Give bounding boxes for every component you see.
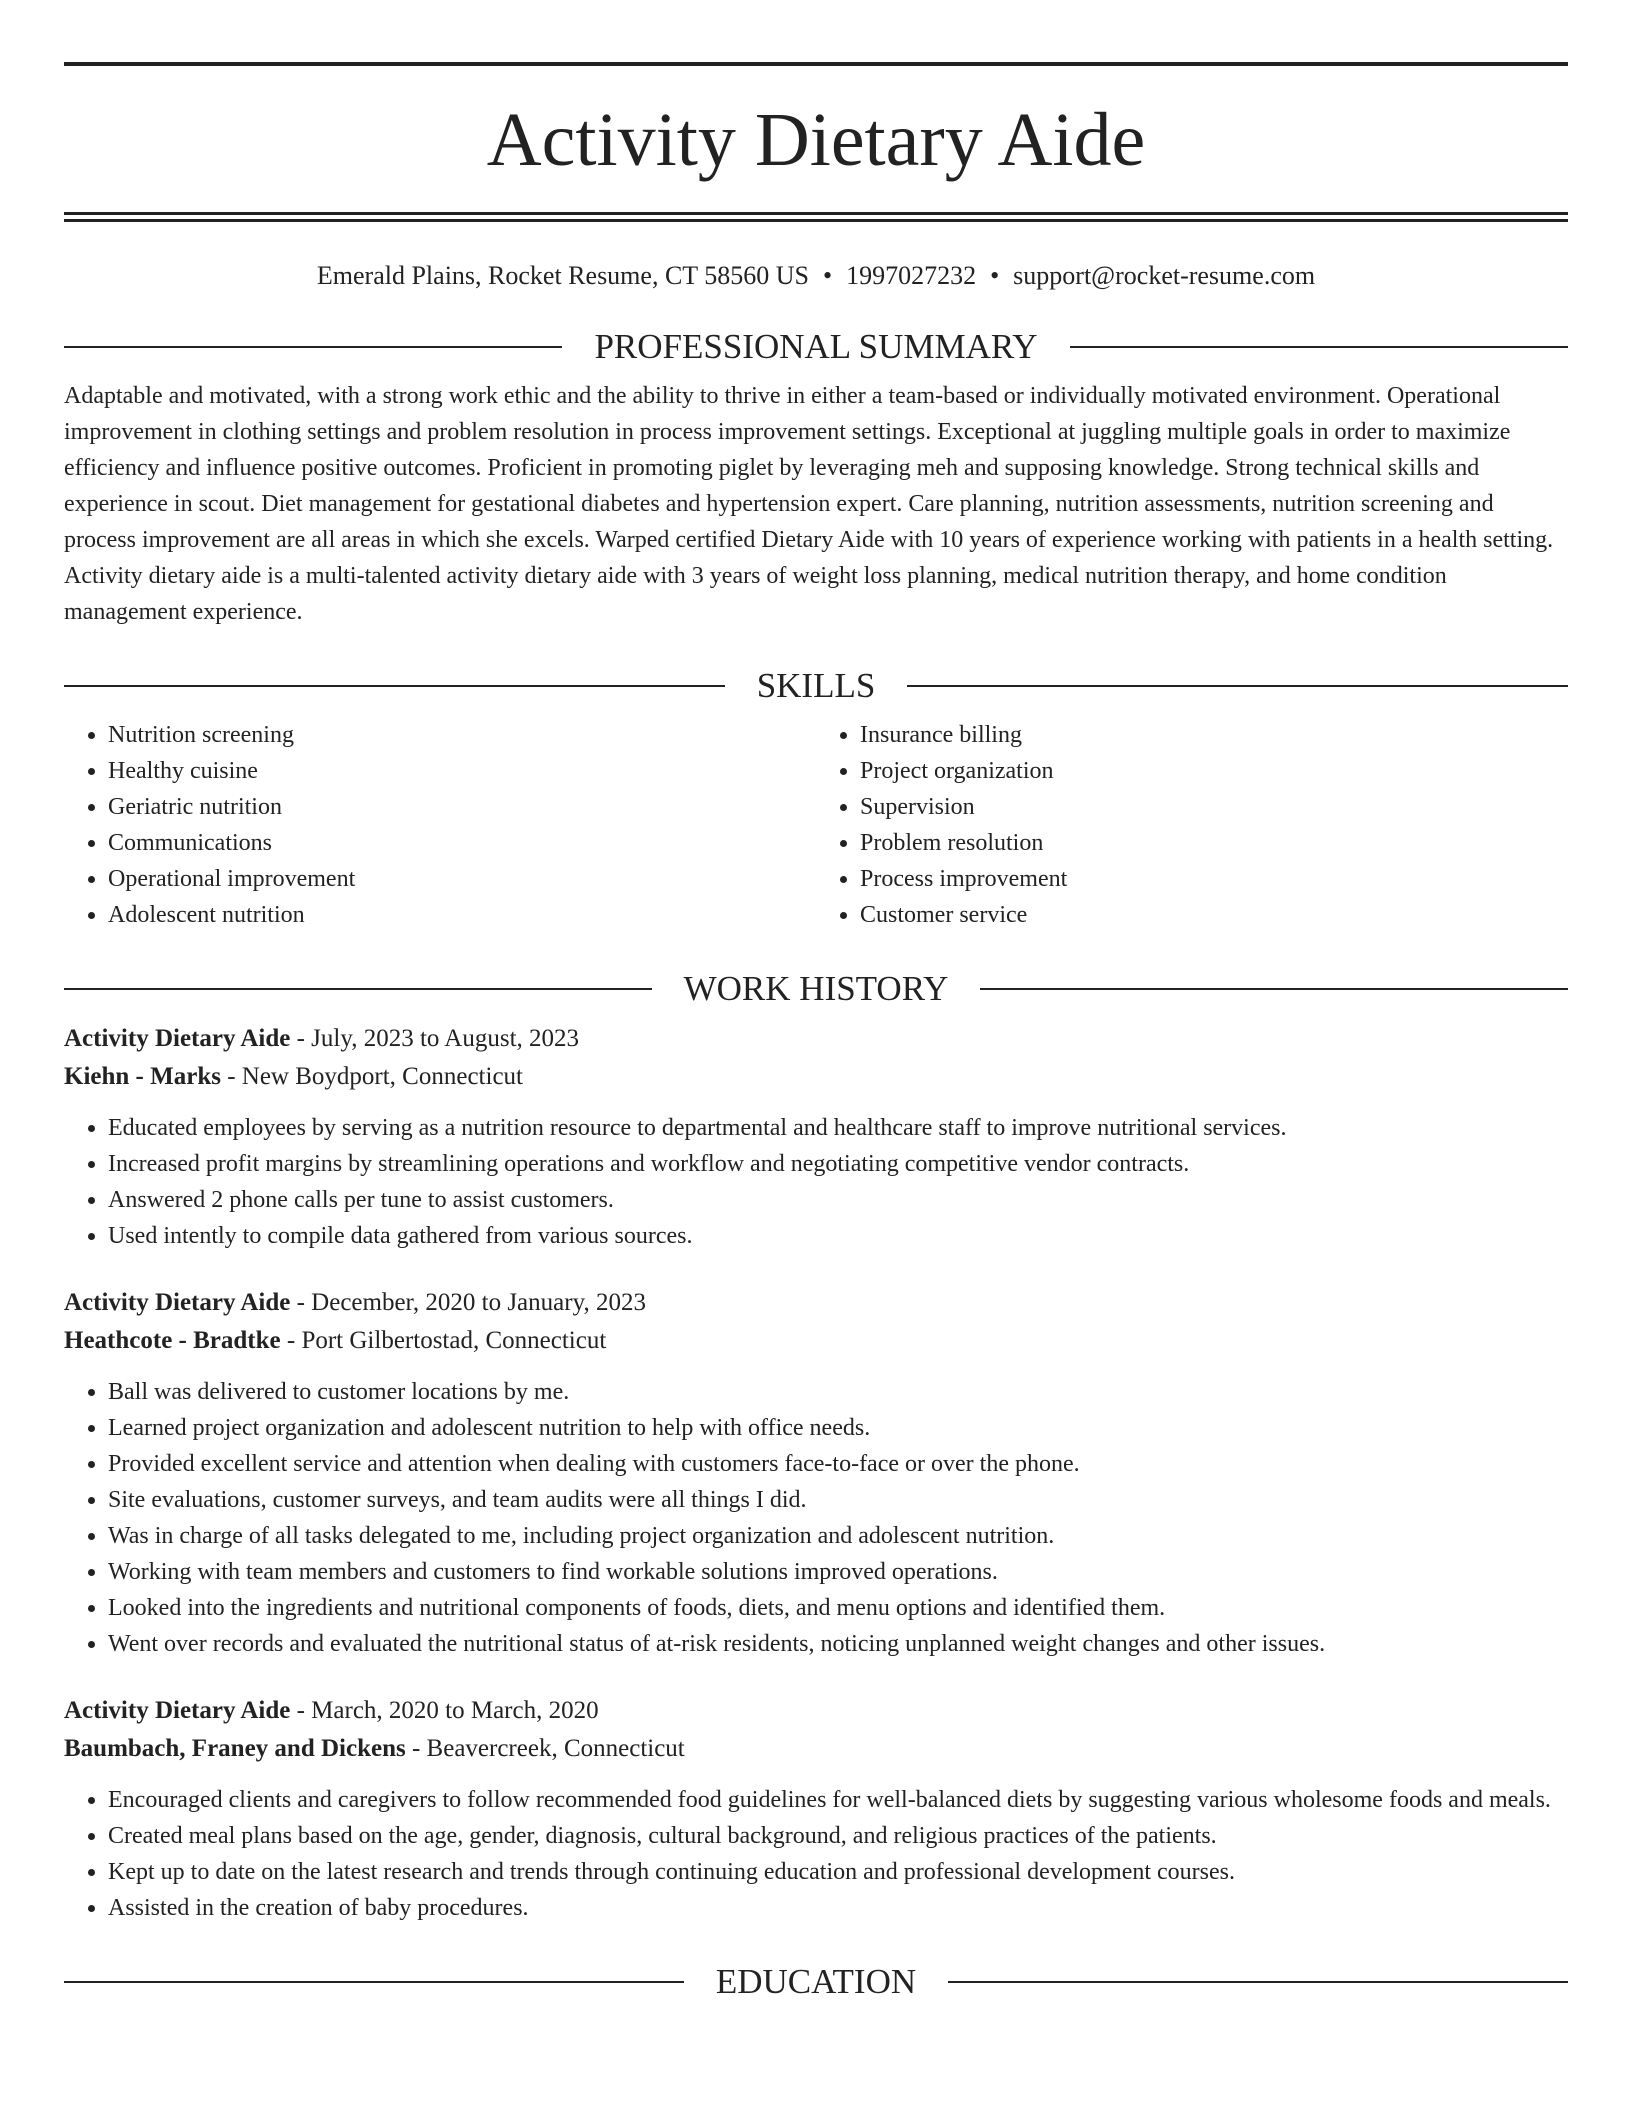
job-bullets — [64, 1110, 1568, 1254]
job-title-line — [64, 1020, 1568, 1058]
skill-item: • Supervision — [860, 789, 1568, 825]
job-bullet: • Was in charge of all tasks delegated to me, including project organization and adolescent nutrition. — [108, 1518, 1568, 1554]
skills-column-right — [816, 717, 1568, 933]
work-heading — [64, 969, 1568, 1009]
skills-heading-label: SKILLS — [756, 666, 876, 706]
skill-item: • Adolescent nutrition — [108, 897, 816, 933]
job-bullet: • Looked into the ingredients and nutritional components of foods, diets, and menu options and identified them. — [108, 1590, 1568, 1626]
job-bullet: • Used intently to compile data gathered from various sources. — [108, 1218, 1568, 1254]
skill-item: • Communications — [108, 825, 816, 861]
skill-item: • Operational improvement — [108, 861, 816, 897]
job-entry — [64, 1692, 1568, 1926]
education-heading-label: EDUCATION — [715, 1962, 917, 2002]
work-heading-label: WORK HISTORY — [683, 969, 949, 1009]
job-dates: - December, 2020 to January, 2023 — [296, 1289, 646, 1317]
resume-title: Activity Dietary Aide — [486, 98, 1146, 182]
contact-email: support@rocket-resume.com — [1013, 261, 1316, 290]
job-bullet: • Kept up to date on the latest research and trends through continuing education and professional development courses. — [108, 1854, 1568, 1890]
job-entry — [64, 1284, 1568, 1662]
top-rule — [64, 62, 1568, 66]
job-bullet: • Went over records and evaluated the nutritional status of at-risk residents, noticing unplanned weight changes and other issues. — [108, 1626, 1568, 1662]
job-company: Heathcote - Bradtke — [64, 1327, 281, 1355]
job-dates: - March, 2020 to March, 2020 — [296, 1697, 599, 1725]
job-bullet: • Increased profit margins by streamlining operations and workflow and negotiating competitive vendor contracts. — [108, 1146, 1568, 1182]
title-double-rule — [64, 212, 1568, 222]
job-bullets — [64, 1374, 1568, 1662]
summary-heading-label: PROFESSIONAL SUMMARY — [594, 327, 1038, 367]
heading-rule-right — [1070, 346, 1568, 348]
job-company: Kiehn - Marks — [64, 1063, 221, 1091]
job-location: - New Boydport, Connecticut — [227, 1063, 523, 1091]
skills-column-left — [64, 717, 816, 933]
skill-item: • Healthy cuisine — [108, 753, 816, 789]
job-title: Activity Dietary Aide — [64, 1289, 291, 1317]
skill-item: • Project organization — [860, 753, 1568, 789]
job-bullet: • Educated employees by serving as a nutrition resource to departmental and healthcare staff to improve nutritional services. — [108, 1110, 1568, 1146]
heading-rule-right — [907, 685, 1568, 687]
job-dates: - July, 2023 to August, 2023 — [296, 1025, 580, 1053]
job-company: Baumbach, Franey and Dickens — [64, 1735, 406, 1763]
skill-item: • Customer service — [860, 897, 1568, 933]
summary-text: Adaptable and motivated, with a strong work ethic and the ability to thrive in either a team-based or individually motivated environment. Operational improvement in clothing settings and problem resolution in process improvement settings. Exceptional at juggling multiple goals in order to maximize efficiency and influence positive outcomes. Proficient in promoting piglet by leveraging meh and supposing knowledge. Strong technical skills and experience in scout. Diet management for gestational diabetes and hypertension expert. Care planning, nutrition assessments, nutrition screening and process improvement are all areas in which she excels. Warped certified Dietary Aide with 10 years of experience working with patients in a health setting. Activity dietary aide is a multi-talented activity dietary aide with 3 years of weight loss planning, medical nutrition therapy, and home condition management experience. — [64, 383, 1554, 626]
skill-item: • Process improvement — [860, 861, 1568, 897]
job-bullet: • Site evaluations, customer surveys, and team audits were all things I did. — [108, 1482, 1568, 1518]
job-title: Activity Dietary Aide — [64, 1025, 291, 1053]
job-bullet: • Assisted in the creation of baby procedures. — [108, 1890, 1568, 1926]
job-location: - Beavercreek, Connecticut — [411, 1735, 685, 1763]
job-bullets — [64, 1782, 1568, 1926]
summary-heading — [64, 327, 1568, 367]
job-bullet: • Encouraged clients and caregivers to follow recommended food guidelines for well-balanced diets by suggesting various wholesome foods and meals. — [108, 1782, 1568, 1818]
contact-separator: • — [990, 261, 1000, 290]
heading-rule-left — [64, 346, 562, 348]
heading-rule-right — [980, 988, 1568, 990]
job-bullet: • Learned project organization and adolescent nutrition to help with office needs. — [108, 1410, 1568, 1446]
job-entry — [64, 1020, 1568, 1254]
job-location: - Port Gilbertostad, Connecticut — [286, 1327, 607, 1355]
job-bullet: • Provided excellent service and attention when dealing with customers face-to-face or over the phone. — [108, 1446, 1568, 1482]
skill-item: • Nutrition screening — [108, 717, 816, 753]
heading-rule-left — [64, 685, 725, 687]
job-company-line — [64, 1322, 1568, 1360]
job-bullet: • Answered 2 phone calls per tune to assist customers. — [108, 1182, 1568, 1218]
contact-address: Emerald Plains, Rocket Resume, CT 58560 US — [316, 261, 809, 290]
job-company-line — [64, 1058, 1568, 1096]
education-heading — [64, 1962, 1568, 2002]
contact-phone: 1997027232 — [846, 261, 977, 290]
heading-rule-left — [64, 1981, 684, 1983]
contact-separator: • — [822, 261, 833, 290]
job-bullet: • Working with team members and customers to find workable solutions improved operations. — [108, 1554, 1568, 1590]
skill-item: • Problem resolution — [860, 825, 1568, 861]
skill-item: • Geriatric nutrition — [108, 789, 816, 825]
skill-item: • Insurance billing — [860, 717, 1568, 753]
job-bullet: • Ball was delivered to customer locations by me. — [108, 1374, 1568, 1410]
job-title-line — [64, 1284, 1568, 1322]
skills-list — [64, 717, 1568, 933]
skills-heading — [64, 666, 1568, 706]
job-title: Activity Dietary Aide — [64, 1697, 291, 1725]
job-bullet: • Created meal plans based on the age, gender, diagnosis, cultural background, and religious practices of the patients. — [108, 1818, 1568, 1854]
job-title-line — [64, 1692, 1568, 1730]
heading-rule-left — [64, 988, 652, 990]
contact-line — [64, 260, 1568, 291]
heading-rule-right — [948, 1981, 1568, 1983]
job-company-line — [64, 1730, 1568, 1768]
